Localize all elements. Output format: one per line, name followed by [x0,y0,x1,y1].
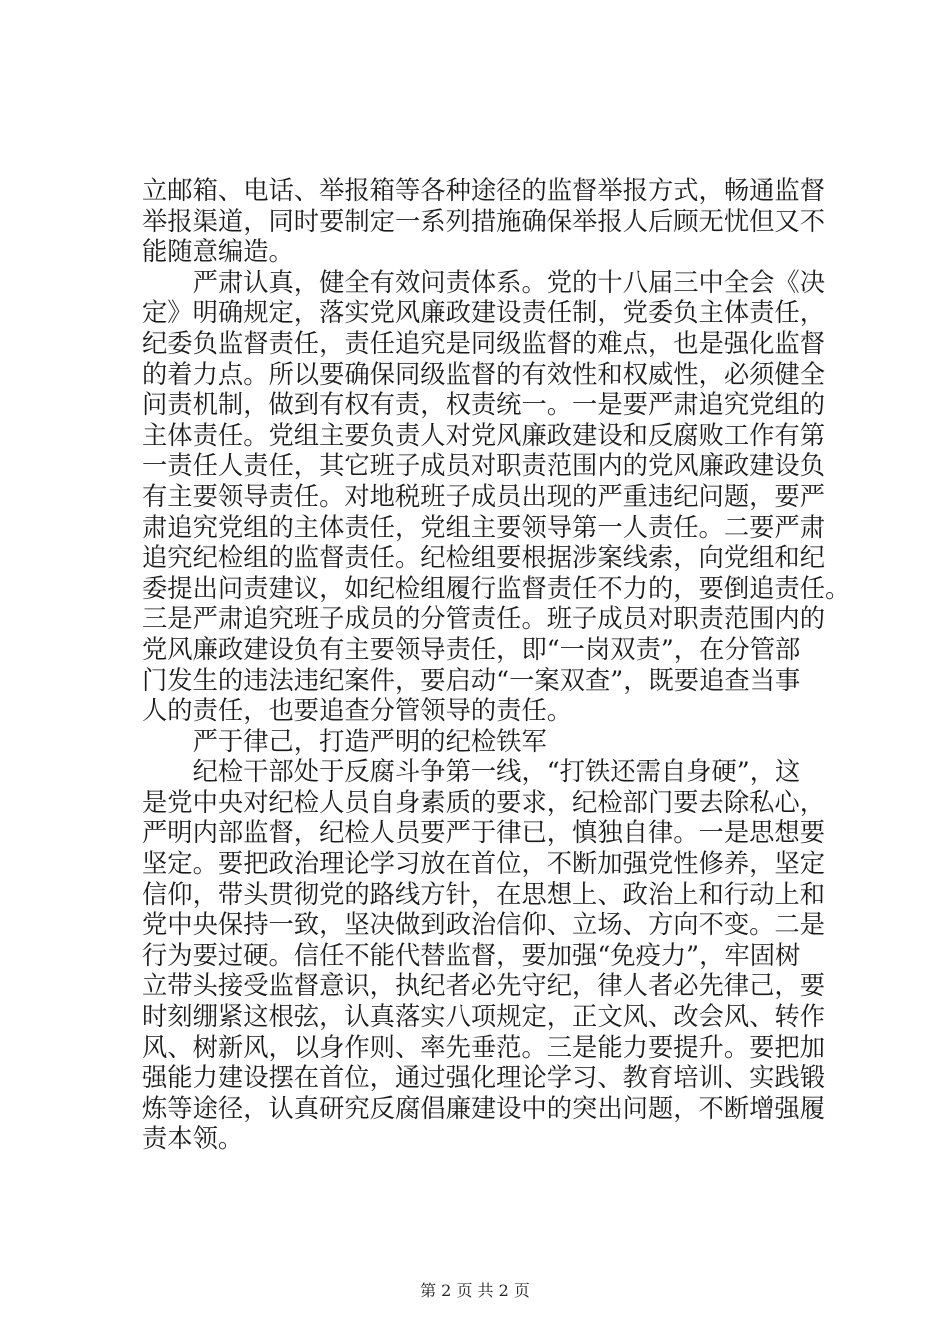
text-line: 纪检干部处于反腐斗争第一线，“打铁还需自身硬”，这 [142,757,801,787]
text-line: 委提出问责建议，如纪检组履行监督责任不力的，要倒追责任。 [142,573,851,603]
text-line: 的着力点。所以要确保同级监督的有效性和权威性，必须健全 [142,359,826,389]
text-line: 党风廉政建设负有主要领导责任，即“一岗双责”，在分管部 [142,634,801,664]
text-line: 肃追究党组的主体责任，党组主要领导第一人责任。二要严肃 [142,512,826,542]
text-line: 强能力建设摆在首位，通过强化理论学习、教育培训、实践锻 [142,1063,826,1093]
text-line: 定》明确规定，落实党风廉政建设责任制，党委负主体责任， [142,298,826,328]
text-line: 问责机制，做到有权有责，权责统一。一是要严肃追究党组的 [142,390,826,420]
text-line: 时刻绷紧这根弦，认真落实八项规定，正文风、改会风、转作 [142,1002,826,1032]
page-number-footer: 第 2 页 共 2 页 [420,1281,530,1300]
text-line: 能随意编造。 [142,237,294,267]
text-line: 行为要过硬。信任不能代替监督，要加强“免疫力”，牢固树 [142,940,801,970]
text-line: 风、树新风，以身作则、率先垂范。三是能力要提升。要把加 [142,1032,826,1062]
text-line: 是党中央对纪检人员自身素质的要求，纪检部门要去除私心， [142,787,826,817]
text-line: 严明内部监督，纪检人员要严于律已，慎独自律。一是思想要 [142,818,826,848]
text-line: 举报渠道，同时要制定一系列措施确保举报人后顾无忧但又不 [142,206,826,236]
text-line: 门发生的违法违纪案件，要启动“一案双查”，既要追查当事 [142,665,801,695]
text-line: 坚定。要把政治理论学习放在首位，不断加强党性修养，坚定 [142,849,826,879]
text-line: 立带头接受监督意识，执纪者必先守纪，律人者必先律己，要 [142,971,826,1001]
section-heading: 严于律己，打造严明的纪检铁军 [142,726,547,756]
body-text [142,176,851,1155]
text-line: 纪委负监督责任，责任追究是同级监督的难点，也是强化监督 [142,328,826,358]
text-line: 有主要领导责任。对地税班子成员出现的严重违纪问题，要严 [142,481,826,511]
text-line: 炼等途径，认真研究反腐倡廉建设中的突出问题，不断增强履 [142,1093,826,1123]
text-line: 党中央保持一致，坚决做到政治信仰、立场、方向不变。二是 [142,910,826,940]
text-line: 三是严肃追究班子成员的分管责任。班子成员对职责范围内的 [142,604,826,634]
text-line: 立邮箱、电话、举报箱等各种途径的监督举报方式，畅通监督 [142,176,826,205]
text-line: 主体责任。党组主要负责人对党风廉政建设和反腐败工作有第 [142,420,826,450]
text-line: 追究纪检组的监督责任。纪检组要根据涉案线索，向党组和纪 [142,543,826,573]
text-line: 人的责任，也要追查分管领导的责任。 [142,696,573,726]
text-line: 严肃认真，健全有效问责体系。党的十八届三中全会《决 [142,267,826,297]
text-line: 一责任人责任，其它班子成员对职责范围内的党风廉政建设负 [142,451,826,481]
text-line: 信仰，带头贯彻党的路线方针，在思想上、政治上和行动上和 [142,879,826,909]
text-line: 责本领。 [142,1124,244,1154]
